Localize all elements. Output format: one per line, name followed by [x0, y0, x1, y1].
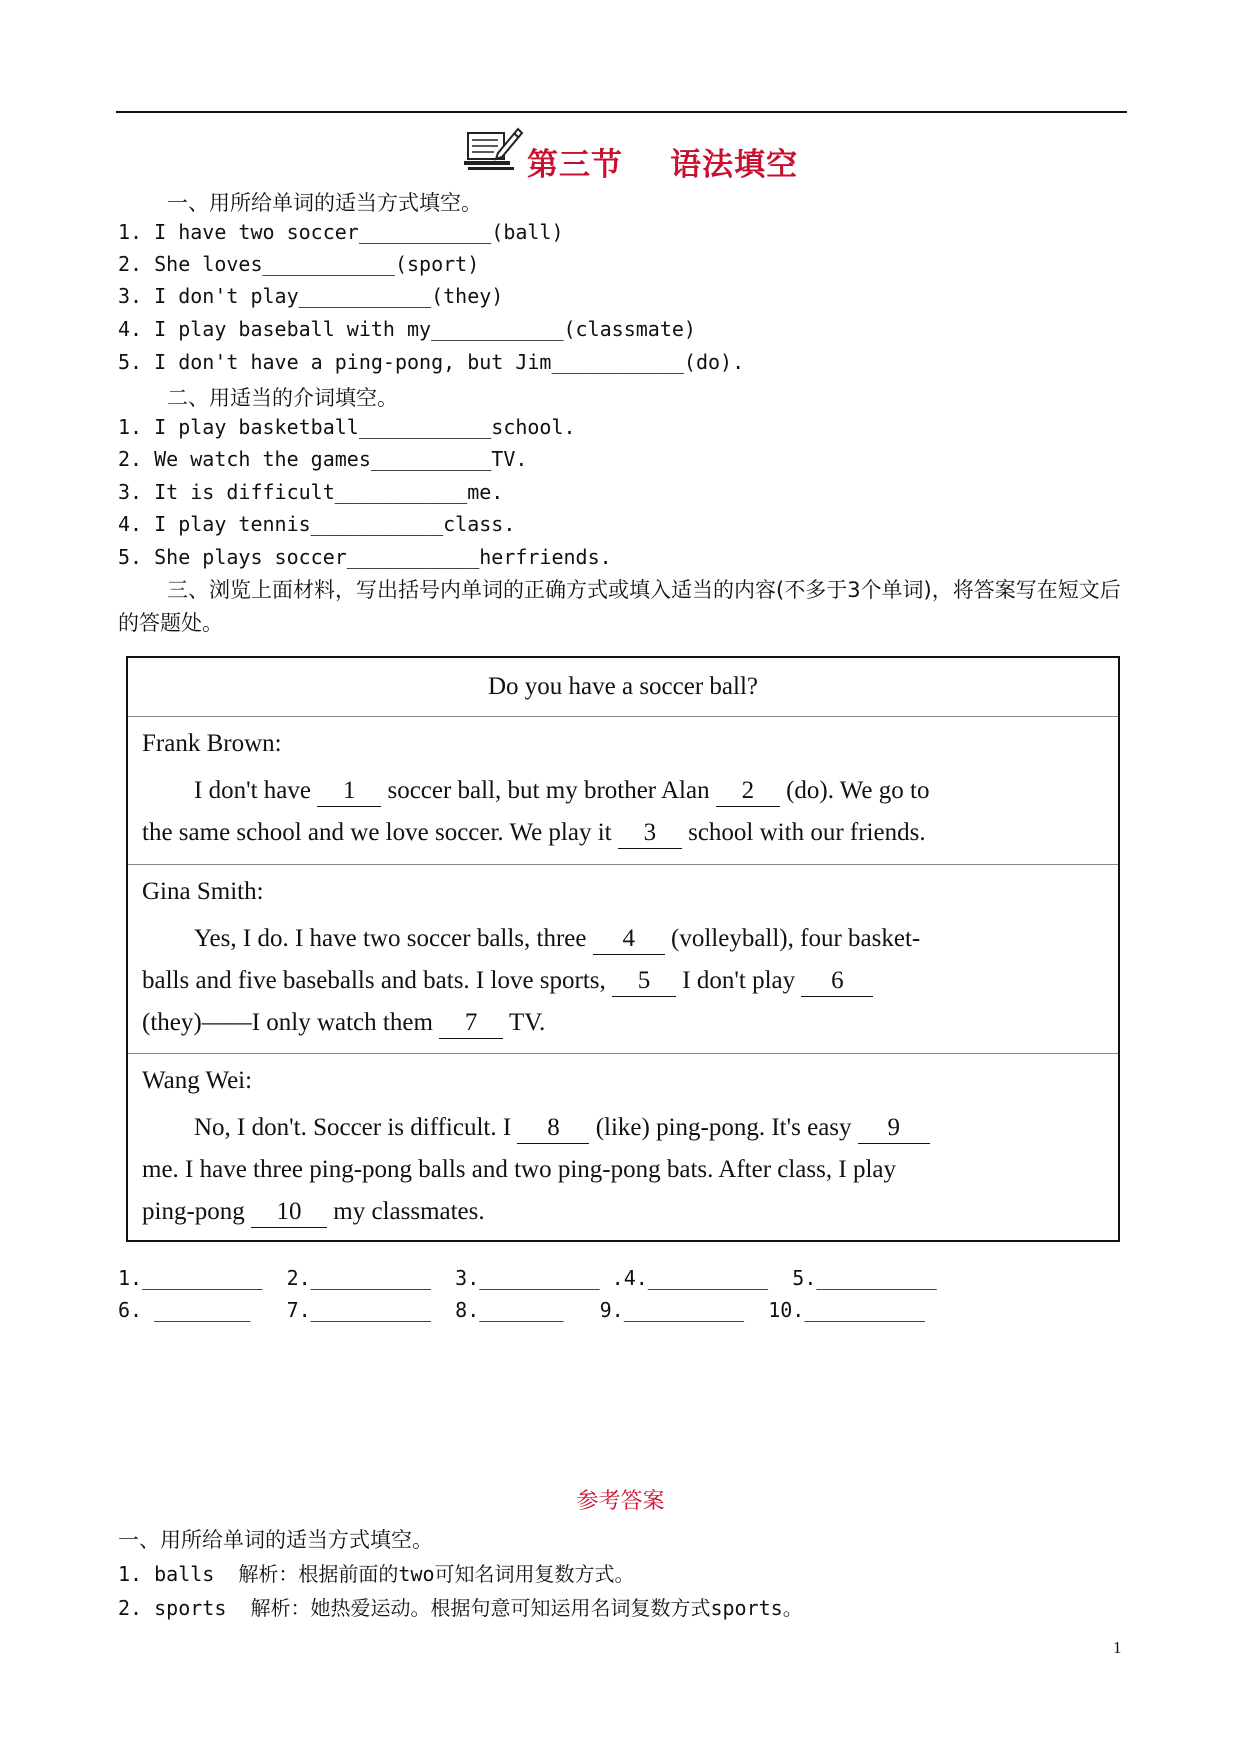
- passage-line: ping-pong 10 my classmates.: [142, 1191, 1104, 1233]
- passage-line: No, I don't. Soccer is difficult. I 8 (like) ping-pong. It's easy 9: [142, 1107, 1104, 1149]
- part2-item: 5. She plays soccer___________herfriends.: [118, 545, 612, 569]
- section-header: [0, 123, 1241, 183]
- part2-item: 3. It is difficult___________me.: [118, 480, 504, 504]
- passage-line: the same school and we love soccer. We play it 3 school with our friends.: [142, 812, 1104, 854]
- page-number: 1: [1113, 1638, 1122, 1657]
- part1-item: 3. I don't play___________(they): [118, 284, 504, 308]
- passage-title: Do you have a soccer ball?: [128, 658, 1118, 717]
- answer-item: 2. sports 解析：她热爱运动。根据句意可知运用名词复数方式sports。: [118, 1596, 803, 1620]
- answers-title: 参考答案: [576, 1489, 665, 1514]
- passage-section: [128, 716, 1118, 865]
- speaker-name: Wang Wei:: [142, 1067, 253, 1094]
- numbered-blank: 4: [593, 924, 665, 955]
- part1-heading: 一、用所给单词的适当方式填空。: [167, 191, 482, 215]
- part1-item: 2. She loves___________(sport): [118, 252, 480, 276]
- passage-section: [128, 1053, 1118, 1240]
- answer-item: 1. balls 解析：根据前面的two可知名词用复数方式。: [118, 1562, 635, 1586]
- part1-item: 4. I play baseball with my___________(classmate): [118, 317, 696, 341]
- top-rule: [116, 111, 1127, 113]
- part2-item: 1. I play basketball___________school.: [118, 415, 576, 439]
- numbered-blank: 9: [858, 1113, 930, 1144]
- numbered-blank: 6: [801, 966, 873, 997]
- part1-item: 1. I have two soccer___________(ball): [118, 220, 564, 244]
- numbered-blank: 8: [517, 1113, 589, 1144]
- part3-heading: 三、浏览上面材料，写出括号内单词的正确方式或填入适当的内容(不多于3个单词)，将答案写在短文后的答题处。: [118, 578, 1121, 635]
- passage-line: balls and five baseballs and bats. I love sports, 5 I don't play 6: [142, 960, 1104, 1002]
- numbered-blank: 5: [612, 966, 676, 997]
- passage-line: (they)——I only watch them 7 TV.: [142, 1002, 1104, 1044]
- part2-item: 2. We watch the games__________TV.: [118, 447, 528, 471]
- page-title: 第三节 语法填空: [527, 147, 799, 183]
- answers-heading: 一、用所给单词的适当方式填空。: [118, 1528, 433, 1552]
- passage-paragraph: [142, 770, 1104, 854]
- numbered-blank: 1: [317, 776, 381, 807]
- speaker-name: Gina Smith:: [142, 878, 264, 905]
- part2-item: 4. I play tennis___________class.: [118, 512, 516, 536]
- numbered-blank: 2: [716, 776, 780, 807]
- part1-item: 5. I don't have a ping-pong, but Jim___________(do).: [118, 350, 745, 374]
- passage-paragraph: [142, 918, 1104, 1044]
- notebook-pencil-icon: [464, 123, 524, 175]
- numbered-blank: 10: [251, 1197, 327, 1228]
- passage-box: [126, 656, 1120, 1242]
- passage-paragraph: [142, 1107, 1104, 1233]
- passage-section: [128, 864, 1118, 1054]
- numbered-blank: 7: [439, 1008, 503, 1039]
- passage-line: me. I have three ping-pong balls and two ping-pong bats. After class, I play: [142, 1156, 896, 1183]
- numbered-blank: 3: [618, 818, 682, 849]
- answer-sheet-row: 1.__________ 2.__________ 3.__________ .4.__________ 5.__________: [118, 1266, 937, 1290]
- part2-heading: 二、用适当的介词填空。: [167, 386, 398, 410]
- passage-line: I don't have 1 soccer ball, but my brother Alan 2 (do). We go to: [142, 770, 1104, 812]
- speaker-name: Frank Brown:: [142, 730, 282, 757]
- answer-sheet-row: 6. ________ 7.__________ 8._______ 9.__________ 10.__________: [118, 1298, 925, 1322]
- passage-line: Yes, I do. I have two soccer balls, three 4 (volleyball), four basket-: [142, 918, 1104, 960]
